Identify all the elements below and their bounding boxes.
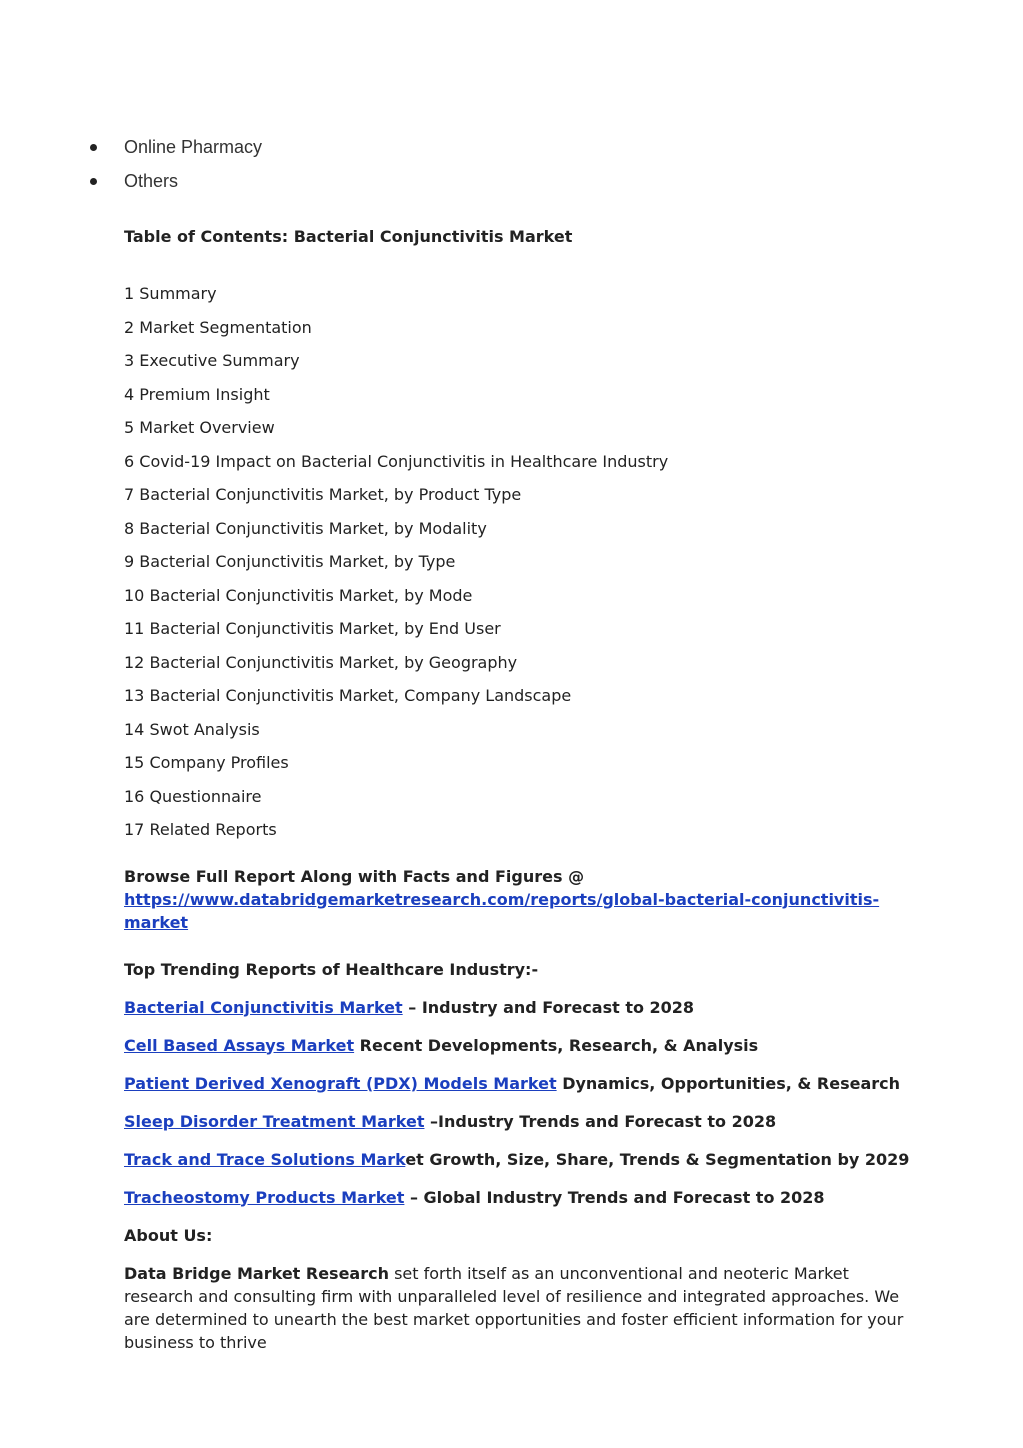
trending-item [124, 1034, 914, 1058]
trending-link[interactable]: Tracheostomy Products Market [124, 1187, 405, 1207]
trending-link[interactable]: Bacterial Conjunctivitis Market [124, 997, 403, 1017]
toc-item: 13 Bacterial Conjunctivitis Market, Company Landscape [124, 686, 572, 705]
toc-item: 5 Market Overview [124, 418, 275, 437]
document-body [124, 225, 914, 1354]
bullet-item [88, 169, 262, 203]
about-paragraph [124, 1262, 914, 1354]
bullet-dot-icon [90, 178, 97, 185]
trending-link[interactable]: Patient Derived Xenograft (PDX) Models Market [124, 1073, 557, 1093]
toc-item: 4 Premium Insight [124, 384, 270, 404]
toc-item: 6 Covid-19 Impact on Bacterial Conjunctivitis in Healthcare Industry [124, 451, 669, 471]
toc-item: 1 Summary [124, 284, 217, 303]
trending-item [124, 1148, 914, 1172]
toc-item: 15 Company Profiles [124, 753, 289, 772]
toc-item: 2 Market Segmentation [124, 317, 312, 337]
trending-desc: – Industry and Forecast to 2028 [402, 997, 695, 1017]
bullet-text: Others [124, 170, 179, 191]
trending-item [124, 1072, 914, 1096]
trending-item [124, 1110, 914, 1134]
trending-desc: –Industry Trends and Forecast to 2028 [424, 1111, 777, 1131]
report-link[interactable]: https://www.databridgemarketresearch.com/reports/global-bacterial-conjunctivitis-market [124, 889, 880, 932]
trending-link[interactable]: Cell Based Assays Market [124, 1035, 355, 1055]
toc-item: 10 Bacterial Conjunctivitis Market, by Mode [124, 585, 473, 605]
toc-list [124, 282, 914, 852]
trending-item [124, 996, 914, 1020]
bullet-text: Online Pharmacy [124, 137, 263, 157]
toc-item: 9 Bacterial Conjunctivitis Market, by Type [124, 552, 456, 571]
toc-item: 11 Bacterial Conjunctivitis Market, by End User [124, 619, 501, 638]
toc-item: 3 Executive Summary [124, 351, 300, 370]
browse-label: Browse Full Report Along with Facts and Figures @ [124, 866, 585, 886]
trending-link[interactable]: Track and Trace Solutions Mark [124, 1149, 406, 1169]
about-title: About Us: [124, 1225, 213, 1245]
bullet-dot-icon [90, 144, 97, 151]
toc-item: 14 Swot Analysis [124, 719, 260, 739]
bullet-list [88, 135, 262, 202]
toc-item: 7 Bacterial Conjunctivitis Market, by Product Type [124, 485, 522, 504]
toc-item: 8 Bacterial Conjunctivitis Market, by Modality [124, 518, 487, 538]
company-name: Data Bridge Market Research [124, 1263, 389, 1283]
toc-item: 16 Questionnaire [124, 786, 262, 806]
trending-desc: – Global Industry Trends and Forecast to 2028 [404, 1187, 825, 1207]
trending-link[interactable]: Sleep Disorder Treatment Market [124, 1111, 425, 1131]
trending-desc: Dynamics, Opportunities, & Research [556, 1073, 900, 1093]
trending-desc: Recent Developments, Research, & Analysis [354, 1035, 759, 1055]
bullet-item [88, 135, 262, 169]
trending-item [124, 1186, 914, 1210]
trending-title: Top Trending Reports of Healthcare Industry:- [124, 959, 539, 979]
toc-title: Table of Contents: Bacterial Conjunctivitis Market [124, 227, 573, 246]
toc-item: 12 Bacterial Conjunctivitis Market, by Geography [124, 652, 518, 672]
trending-desc: et Growth, Size, Share, Trends & Segmentation by 2029 [405, 1149, 910, 1169]
browse-report [124, 865, 914, 934]
about-text: set forth itself as an unconventional and neoteric Market research and consulting firm with unparalleled level of resilience and integrated approaches. We are determined to unearth the best market opportunities and foster efficient information for your business to thrive [124, 1263, 904, 1352]
toc-item: 17 Related Reports [124, 820, 277, 839]
